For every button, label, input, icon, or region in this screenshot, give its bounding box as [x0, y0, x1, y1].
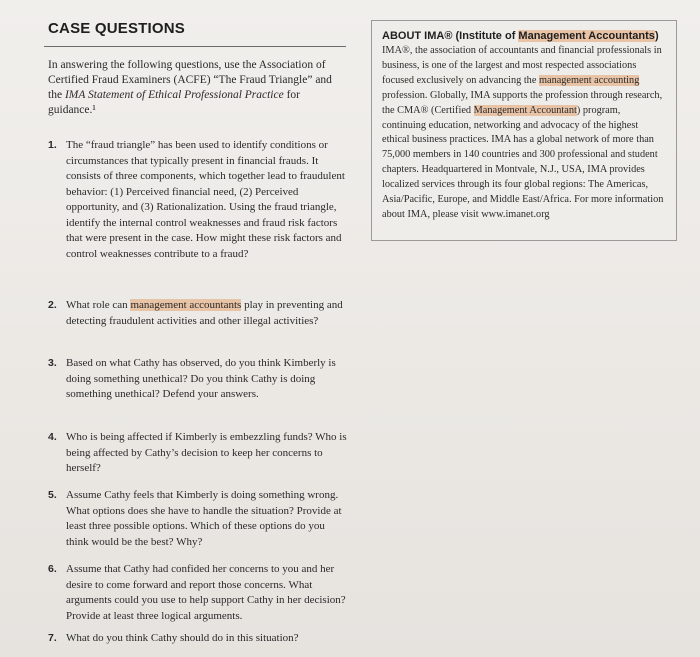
question-text: The “fraud triangle” has been used to identify conditions or circumstances that typically present in financial frauds. It consists of three components, which together lead to fraudulent behavior: (1) Perceived financial need, (2) Perceived opportunity, and (3) Rationalization. Using the fraud triangle, identify the internal control weaknesses and fraud risk factors that were present in the case. How might these risk factors and control weaknesses contribute to a fraud?: [66, 139, 345, 260]
about-ima-body: [382, 44, 666, 223]
question-number: 7.: [48, 632, 57, 644]
about-title-text: ABOUT IMA® (Institute of: [382, 30, 519, 42]
question-text: [66, 298, 348, 329]
about-body-text: profession. Globally, IMA supports the profession through research, the CMA® (Certified: [382, 89, 663, 116]
question-text-part: What role can: [66, 299, 131, 311]
intro-italic-title: IMA Statement of Ethical Professional Practice: [64, 89, 284, 101]
question-number: 6.: [48, 563, 57, 575]
question-item-4: [48, 430, 348, 477]
highlighted-phrase: Management Accountants: [518, 30, 655, 42]
question-number: 2.: [48, 299, 57, 311]
question-item-5: [48, 488, 348, 550]
question-number: 3.: [48, 357, 57, 369]
about-ima-box: [371, 20, 677, 241]
intro-paragraph: [48, 58, 348, 118]
highlighted-phrase: Management Accountant: [473, 104, 577, 116]
title-divider: [44, 46, 346, 47]
question-item-3: [48, 356, 348, 403]
question-text: Assume that Cathy had confided her concerns to you and her desire to come forward and report those concerns. What arguments could you use to help support Cathy in her decision? Provide at least three logical arguments.: [66, 563, 346, 622]
question-text: Based on what Cathy has observed, do you think Kimberly is doing something unethical? Do you think Cathy is doing something unethical? Defend your answers.: [66, 357, 336, 400]
question-text: Who is being affected if Kimberly is embezzling funds? Who is being affected by Cathy’s decision to keep her concerns to herself?: [66, 431, 347, 474]
question-item-2: [48, 298, 348, 329]
question-number: 5.: [48, 489, 57, 501]
intro-text: In answering the following questions, use the Association of Certified Fraud Examiners (ACFE) “The Fraud Triangle” and the: [48, 59, 332, 101]
question-text: What do you think Cathy should do in this situation?: [66, 632, 299, 644]
highlighted-phrase: management accountants: [130, 299, 242, 311]
intro-text-end: for guidance.¹: [48, 89, 301, 116]
about-body-text: IMA®, the association of accountants and financial professionals in business, is one of the largest and most respected associations focused exclusively on advancing the: [382, 45, 662, 86]
question-text-part: play in preventing and detecting fraudulent activities and other illegal activities?: [66, 299, 343, 327]
about-ima-title: [382, 30, 666, 42]
question-number: 4.: [48, 431, 57, 443]
about-body-text: ) program, continuing education, networking and advocacy of the highest ethical business practices. IMA has a global network of more than 75,000 members in 140 countries and 300 professional and student chapters. Headquartered in Montvale, N.J., USA, IMA provides localized services through its four global regions: The Americas, Asia/Pacific, Europe, and Middle East/Africa. For more information about IMA, please visit www.imanet.org: [382, 104, 664, 220]
case-questions-title: CASE QUESTIONS: [48, 20, 185, 37]
question-text: Assume Cathy feels that Kimberly is doing something wrong. What options does she have to handle the situation? Provide at least three possible options. Which of these options do you think would be the best? Why?: [66, 489, 342, 548]
question-item-7: [48, 631, 348, 647]
about-title-text: ): [654, 30, 659, 42]
highlighted-phrase: management accounting: [538, 74, 640, 86]
question-item-1: [48, 138, 348, 262]
question-item-6: [48, 562, 348, 624]
question-number: 1.: [48, 139, 57, 151]
